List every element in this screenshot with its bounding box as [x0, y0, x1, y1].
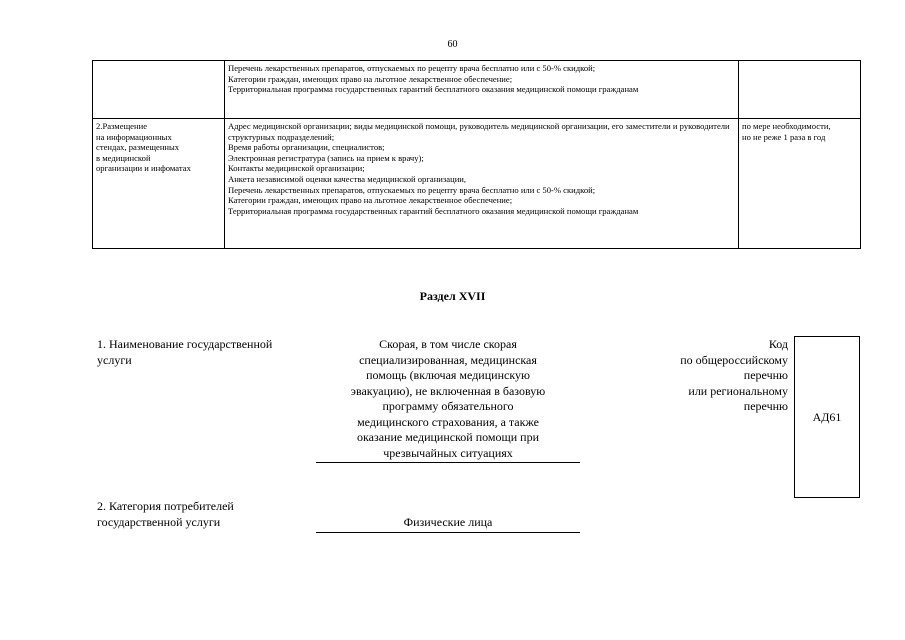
service-name-line: специализированная, медицинская: [359, 352, 537, 367]
code-value: АД61: [812, 409, 842, 424]
service-name-line: Скорая, в том числе скорая: [379, 337, 517, 351]
code-label-line: перечню: [743, 368, 788, 382]
table-cell-method: [93, 61, 225, 119]
section-title: Раздел XVII: [419, 289, 486, 303]
table-row: [93, 61, 861, 119]
service-name-line: чрезвычайных ситуациях: [383, 445, 513, 460]
service-name: [316, 337, 580, 463]
code-label-line: или региональному: [688, 383, 788, 398]
table-cell-content: [225, 61, 739, 119]
method-line: стендах, размещенных: [96, 142, 180, 153]
table-row: [93, 119, 861, 249]
content-line: Территориальная программа государственных гарантий бесплатного оказания медицинской помощи гражданам: [228, 84, 639, 95]
content-line: Время работы организации, специалистов;: [228, 142, 385, 153]
consumer-label-line: государственной услуги: [97, 514, 221, 529]
table-cell-frequency: [739, 119, 861, 249]
table-cell-content: [225, 119, 739, 249]
code-label-line: Код: [768, 337, 788, 351]
frequency-line: но не реже 1 раза в год: [742, 131, 826, 142]
consumer-label: [97, 499, 234, 530]
code-label: [640, 337, 788, 415]
content-line: Категории граждан, имеющих право на льготное лекарственное обеспечение;: [228, 73, 513, 84]
method-line: на информационных: [96, 131, 172, 142]
service-label: [97, 337, 272, 368]
page-number: 60: [447, 39, 458, 50]
service-name-line: медицинского страхования, а также: [357, 414, 539, 429]
service-label-line: услуги: [97, 352, 132, 367]
method-line: организации и инфоматах: [96, 163, 191, 174]
method-line: в медицинской: [96, 152, 151, 163]
content-line: Контакты медицинской организации;: [228, 163, 365, 174]
code-label-line: перечню: [743, 399, 788, 413]
content-line: Анкета независимой оценки качества медицинской организации,: [228, 173, 467, 184]
content-line: Адрес медицинской организации; виды медицинской помощи, руководитель медицинской организации, его заместители и руководители структурных подразделений;: [228, 121, 730, 142]
table-cell-frequency: [739, 61, 861, 119]
service-label-line: 1. Наименование государственной: [97, 337, 273, 351]
code-box: [794, 336, 860, 498]
frequency-line: по мере необходимости,: [742, 121, 831, 131]
content-line: Электронная регистратура (запись на прием к врачу);: [228, 152, 424, 163]
service-name-line: эвакуацию), не включенная в базовую: [350, 383, 546, 398]
content-line: Территориальная программа государственных гарантий бесплатного оказания медицинской помощи гражданам: [228, 205, 639, 216]
service-name-line: помощь (включая медицинскую: [366, 368, 530, 382]
code-label-line: по общероссийскому: [680, 352, 788, 367]
content-line: Перечень лекарственных препаратов, отпускаемых по рецепту врача бесплатно или с 50-% скидкой;: [228, 184, 596, 195]
content-line: Перечень лекарственных препаратов, отпускаемых по рецепту врача бесплатно или с 50-% скидкой;: [228, 63, 596, 73]
content-line: Категории граждан, имеющих право на льготное лекарственное обеспечение;: [228, 195, 513, 206]
consumer-value: Физические лица: [316, 515, 580, 533]
info-table: [92, 60, 861, 249]
table-cell-method: [93, 119, 225, 249]
service-name-line: оказание медицинской помощи при: [356, 430, 540, 444]
consumer-label-line: 2. Категория потребителей: [97, 499, 234, 513]
service-name-line: программу обязательного: [382, 399, 514, 413]
method-line: 2.Размещение: [96, 121, 148, 131]
